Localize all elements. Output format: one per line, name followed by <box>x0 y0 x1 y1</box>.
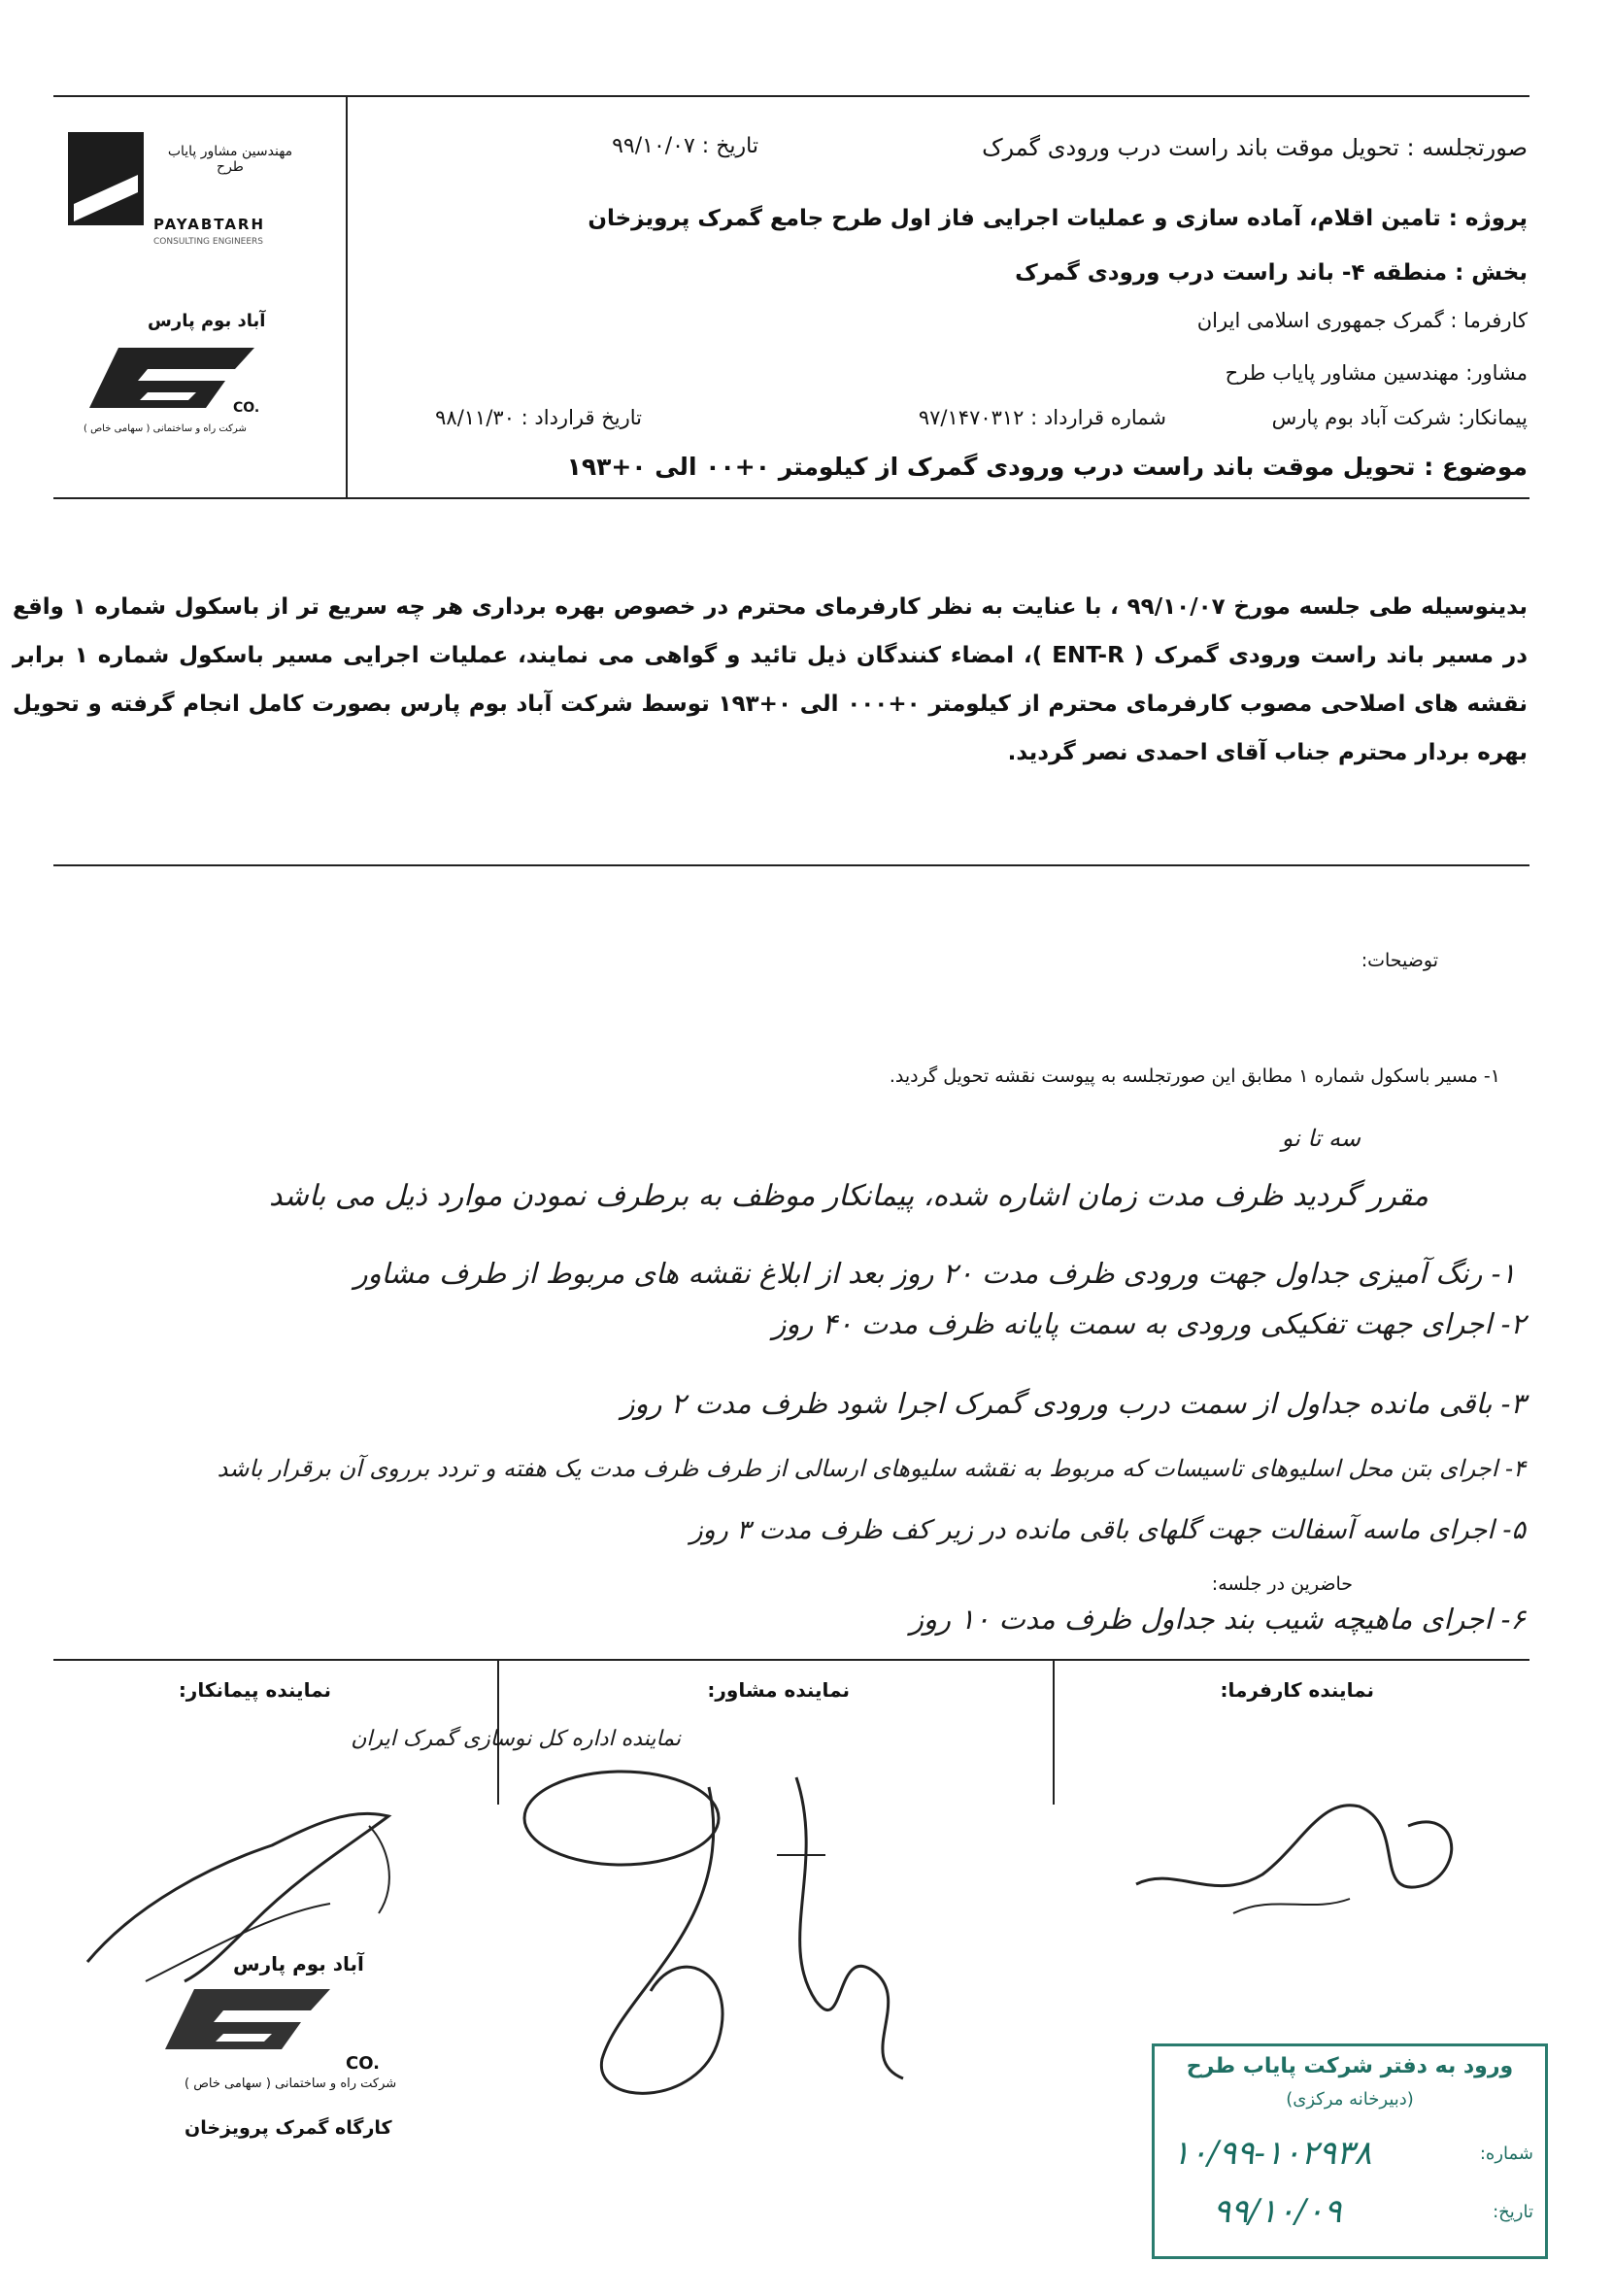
employer-rep-label: نماینده کارفرما: <box>1220 1678 1374 1702</box>
stamp-title: ورود به دفتر شرکت پایاب طرح <box>1186 2054 1514 2078</box>
abad-logo-sub: شرکت راه و ساختمانی ( سهامی خاص ) <box>84 423 247 434</box>
payab-logo-en-sub: CONSULTING ENGINEERS <box>153 237 264 247</box>
minutes-date: تاریخ : ۹۹/۱۰/۰۷ <box>612 134 758 158</box>
registration-stamp <box>1152 2043 1548 2259</box>
signature-divider-1 <box>1053 1659 1055 1805</box>
employer-line: کارفرما : گمرک جمهوری اسلامی ایران <box>1196 309 1528 332</box>
handwritten-item-3: ۳- باقی مانده جداول از سمت درب ورودی گمرک اجرا شود ظرف مدت ۲ روز <box>621 1387 1526 1420</box>
abad-logo-fa: آباد بوم پارس <box>148 311 266 331</box>
handwritten-item-1: ۱- رنگ آمیزی جداول جهت ورودی ظرف مدت ۲۰ روز بعد از ابلاغ نقشه های مربوط از طرف مشاور <box>353 1257 1516 1290</box>
consultant-signature <box>505 1748 1049 2137</box>
body-paragraph: بدینوسیله طی جلسه مورخ ۹۹/۱۰/۰۷ ، با عنایت به نظر کارفرمای محترم در خصوص بهره برداری هر چه سریع تر از باسکول شماره ۱ واقع در مسیر باند راست ورودی گمرک ( ENT-R )، امضاء کنندگان ذیل تائید و گواهی می نمایند، عملیات اجرایی مسیر باسکول شماره ۱ برابر نقشه های اصلاحی مصوب کارفرمای محترم از کیلومتر ۰+۰۰۰ الی ۰+۱۹۳ توسط شرکت آباد بوم پارس بصورت کامل انجام گرفته و تحویل بهره بردار محترم جناب آقای احمدی نصر گردید. <box>13 594 1529 765</box>
frame-logo-divider <box>346 95 348 497</box>
contractor-line: پیمانکار: شرکت آباد بوم پارس <box>1271 406 1528 429</box>
handwritten-item-2: ۲- اجرای جهت تفکیکی ورودی به سمت پایانه ظرف مدت ۴۰ روز <box>772 1307 1526 1340</box>
stamp-number-label: شماره: <box>1479 2144 1533 2164</box>
minutes-title: صورتجلسه : تحویل موقت باند راست درب ورودی گمرک <box>982 134 1528 161</box>
contractor-stamp-co: CO. <box>346 2053 380 2074</box>
payab-logo-fa: مهندسین مشاور پایاب طرح <box>167 144 293 175</box>
workshop-caption: کارگاه گمرک پرویزخان <box>185 2117 392 2139</box>
signature-table-top-line <box>53 1659 1529 1661</box>
contractor-stamp-sub: شرکت راه و ساختمانی ( سهامی خاص ) <box>185 2077 397 2091</box>
handwritten-item-6: ۶- اجرای ماهیچه شیب بند جداول ظرف مدت ۱۰ روز <box>910 1603 1526 1636</box>
stamp-subtitle: (دبیرخانه مرکزی) <box>1286 2089 1414 2110</box>
consultant-line: مشاور: مهندسین مشاور پایاب طرح <box>1225 361 1528 385</box>
contractor-rep-label: نماینده پیمانکار: <box>178 1678 331 1702</box>
notes-label: توضیحات: <box>1361 950 1438 971</box>
contract-number: شماره قرارداد : ۹۷/۱۴۷۰۳۱۲ <box>918 406 1166 429</box>
consultant-rep-label: نماینده مشاور: <box>707 1678 850 1702</box>
stamp-number-value: ۱۰/۹۹-۱۰۲۹۳۸ <box>1172 2134 1372 2173</box>
handwritten-item-4: ۴- اجرای بتن محل اسلیوهای تاسیسات که مربوط به نقشه سلیوهای ارسالی از طرف ظرف مدت یک هفته و تردد برروی آن برقرار باشد <box>217 1455 1526 1482</box>
note-item-1: ۱- مسیر باسکول شماره ۱ مطابق این صورتجلسه به پیوست نقشه تحویل گردید. <box>889 1065 1500 1087</box>
frame-header-bottom-line <box>53 497 1529 499</box>
payab-logo-en: PAYABTARH <box>153 216 266 233</box>
contract-date: تاریخ قرارداد : ۹۸/۱۱/۳۰ <box>435 406 642 429</box>
frame-body-bottom-line <box>53 864 1529 866</box>
payab-logo <box>60 115 313 260</box>
stamp-date-label: تاریخ: <box>1493 2202 1533 2222</box>
attendees-label: حاضرین در جلسه: <box>1211 1573 1353 1595</box>
stamp-date-value: ۹۹/۱۰/۰۹ <box>1213 2192 1342 2231</box>
handwritten-intro: مقرر گردید ظرف مدت زمان اشاره شده، پیمانکار موظف به برطرف نمودن موارد ذیل می باشد <box>268 1179 1428 1213</box>
contractor-stamp-name: آباد بوم پارس <box>233 1952 364 1975</box>
handwritten-title: سه تا نو <box>1281 1125 1361 1152</box>
employer-signature <box>1117 1768 1486 1962</box>
consultant-rep-note: نماینده اداره کل نوسازی گمرک ایران <box>351 1727 681 1751</box>
subject-line: موضوع : تحویل موقت باند راست درب ورودی گمرک از کیلومتر ۰+۰۰ الی ۰+۱۹۳ <box>566 453 1528 481</box>
contractor-stamp <box>126 1952 418 2098</box>
project-line: پروژه : تامین اقلام، آماده سازی و عملیات اجرایی فاز اول طرح جامع گمرک پرویزخان <box>588 206 1528 231</box>
frame-top-line <box>53 95 1529 97</box>
abad-logo <box>60 311 313 456</box>
handwritten-item-5: ۵- اجرای ماسه آسفالت جهت گلهای باقی مانده در زیر کف ظرف مدت ۳ روز <box>689 1515 1526 1545</box>
section-line: بخش : منطقه ۴- باند راست درب ورودی گمرک <box>1015 260 1528 286</box>
abad-logo-co: CO. <box>233 400 260 416</box>
